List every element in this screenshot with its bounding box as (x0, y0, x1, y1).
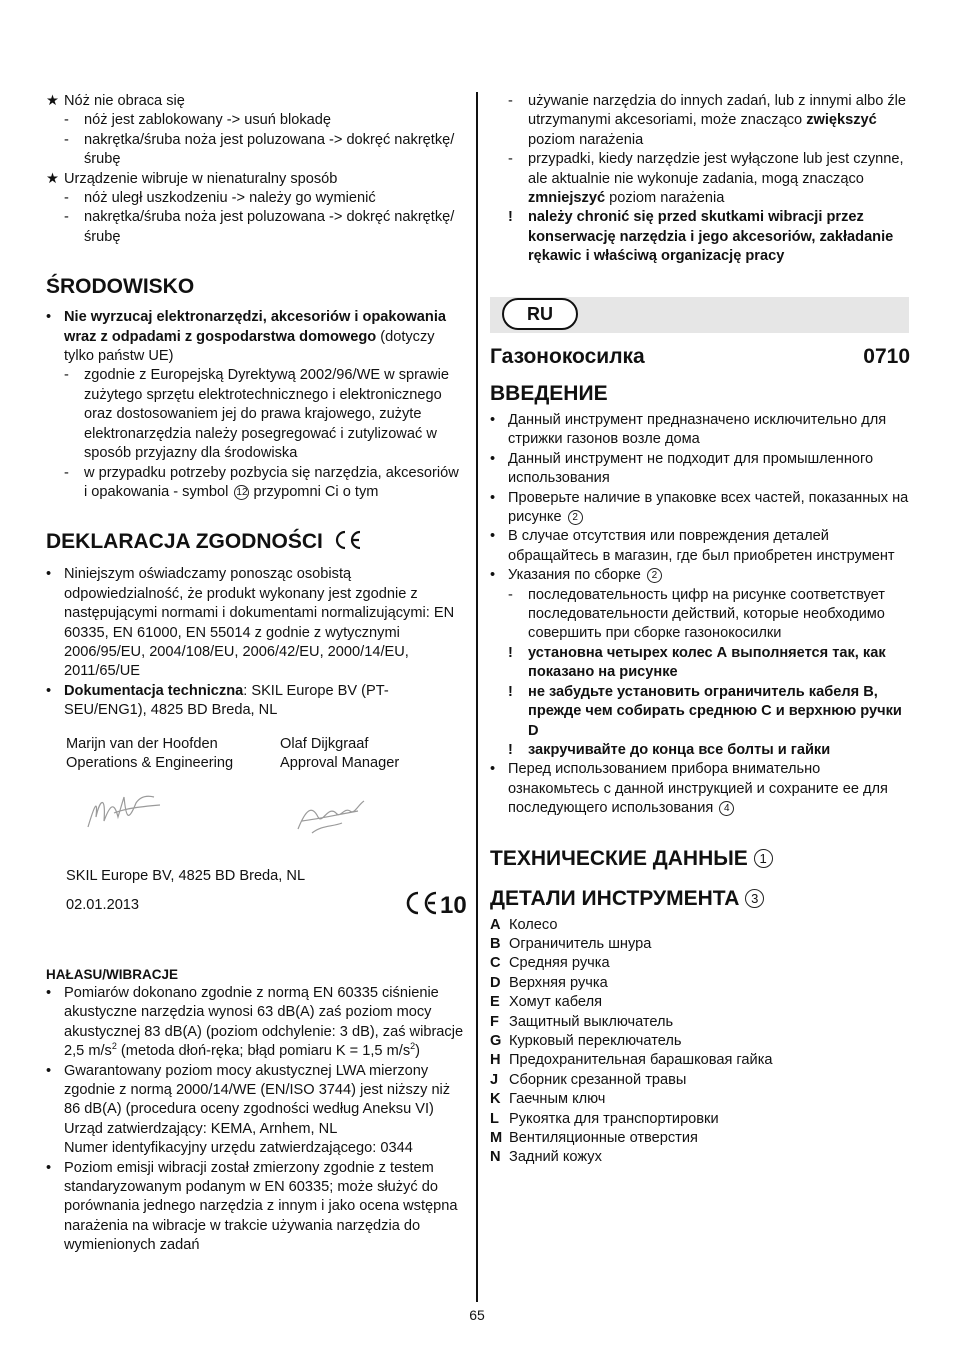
vibration-warning: ! należy chronić się przed skutkami wibracji przez konserwację narzędzia i jego akcesoriów, zakładanie rękawic i właściwą organizację pracy (508, 209, 894, 265)
intro-heading: ВВЕДЕНИЕ (490, 382, 608, 405)
part-item (490, 1051, 910, 1070)
right-column (490, 92, 910, 267)
part-item (490, 1110, 910, 1129)
declaration-bullet-2: • Dokumentacja techniczna: SKIL Europe BV (PT-SEU/ENG1), 4825 BD Breda, NL (46, 682, 389, 719)
part-letter: D (490, 974, 501, 991)
part-item (490, 1071, 910, 1090)
part-name: Средняя ручка (509, 955, 610, 972)
figure-1-icon: 1 (754, 849, 773, 868)
environment-dash-1: - zgodnie z Europejską Dyrektywą 2002/96/WE w sprawie zużytego sprzętu elektrotechnicznego i elektronicznego oraz dostosowaniem jej do prawa krajowego, zużyte elektronarzędzia należy posegregować i zutylizować w sposób przyjazny dla środowiska (64, 367, 450, 462)
solution-item: - nakrętka/śruba noża jest poluzowana -> dokręć nakrętkę/śrubę (64, 209, 455, 245)
part-item (490, 1090, 910, 1109)
page-number: 65 (469, 1307, 485, 1323)
assembly-warning-3: ! закручивайте до конца все болты и гайки (508, 741, 831, 758)
dash-marker: - (64, 209, 69, 226)
intro-bullet-1: • Данный инструмент предназначено исключительно для стрижки газонов возле дома (490, 412, 887, 448)
figure-2-icon: 2 (568, 510, 583, 525)
svg-text:10: 10 (440, 891, 467, 919)
column-divider (476, 92, 478, 1302)
part-item (490, 1013, 910, 1032)
problem-item: ★ Urządzenie wibruje w nienaturalny sposób (46, 170, 466, 189)
signer-2-role: Approval Manager (280, 754, 400, 771)
part-name: Верхняя ручка (509, 974, 608, 991)
signer-1-name: Marijn van der Hoofden (66, 735, 218, 752)
parts-heading: ДЕТАЛИ ИНСТРУМЕНТА 3 (490, 886, 910, 912)
solution-item: - nóż jest zablokowany -> usuń blokadę (46, 111, 466, 130)
part-letter: K (490, 1091, 501, 1108)
intro-bullet-4: • В случае отсутствия или повреждения деталей обращайтесь в магазин, где был приобретен инструмент (490, 528, 895, 564)
part-item (490, 935, 910, 954)
intro-bullet-2: • Данный инструмент не подходит для промышленного использования (490, 450, 874, 487)
noise-heading: HAŁASU/WIBRACJE (46, 966, 179, 982)
dash-marker: - (64, 112, 69, 129)
intro-bullet-6: • Перед использованием прибора внимательно ознакомьтесь с данной инструкцией и сохраните ее для последующего использования 4 (490, 761, 888, 817)
part-name: Ограничитель шнура (509, 935, 652, 952)
part-name: Вентиляционные отверстия (509, 1130, 698, 1146)
part-letter: L (490, 1110, 499, 1127)
noise-bullet-2: • Gwarantowany poziom mocy akustycznej LWA mierzony zgodnie z normą 2000/14/WE (EN/ISO 3744) jest niższy niż 86 dB(A) (procedura oceny zgodności według Aneksu VI) Urząd zatwierdzający: KEMA, Arnhem, NL Numer identyfikacyjny urzędu zatwierdzającego: 0344 (46, 1062, 451, 1157)
star-icon: ★ (46, 170, 60, 187)
declaration-bullet-1: • Niniejszym oświadczamy ponosząc osobistą odpowiedzialność, że produkt wykonany jest zgodnie z następującymi normami i dokumentami normalizującymi: EN 60335, EN 61000, EN 55014 z godnie z wytycznymi 2006/95/EU, 2004/108/EU, 2006/42/EU, 2000/14/EU, 2011/65/UE (46, 566, 455, 680)
signer-2-name: Olaf Dijkgraaf (280, 735, 369, 752)
assembly-warning-2: ! не забудьте установить ограничитель кабеля B, прежде чем собирать среднюю C и верхнюю ручки D (508, 683, 902, 739)
troubleshooting-list (46, 92, 466, 247)
figure-2-icon: 2 (647, 568, 662, 583)
part-item (490, 993, 910, 1012)
ce10-mark-icon (406, 889, 467, 923)
part-name: Рукоятка для транспортировки (509, 1110, 719, 1127)
declaration-date: 02.01.2013 (66, 896, 140, 913)
part-letter: N (490, 1149, 501, 1166)
signature-2-image (292, 795, 370, 841)
parts-list (490, 916, 910, 1168)
problem-item: ★ Nóż nie obraca się (46, 92, 466, 111)
part-item (490, 974, 910, 993)
part-item (490, 1129, 910, 1148)
part-name: Колесо (509, 916, 558, 933)
language-badge: RU (502, 298, 578, 330)
part-item (490, 1148, 910, 1167)
signature-1-image (84, 787, 164, 839)
model-number: 0710 (863, 345, 910, 368)
symbol-12-icon: 12 (236, 486, 248, 498)
vibration-dash-2: - przypadki, kiedy narzędzie jest wyłączone lub jest czynne, ale aktualnie nie wykonuje zadania, mogą znacząco zmniejszyć poziom narażenia (508, 151, 904, 207)
environment-heading: ŚRODOWISKO (46, 275, 195, 299)
dash-marker: - (64, 190, 69, 207)
part-letter: M (490, 1130, 503, 1146)
part-name: Защитный выключатель (509, 1013, 674, 1030)
solution-item: - nóż uległ uszkodzeniu -> należy go wymienić (46, 189, 466, 208)
part-name: Хомут кабеля (509, 994, 602, 1011)
part-name: Предохранительная барашковая гайка (509, 1052, 773, 1069)
part-letter: C (490, 955, 501, 972)
part-letter: B (490, 935, 501, 952)
noise-bullet-3: • Poziom emisji wibracji został zmierzony zgodnie z testem standaryzowanym podanym w EN 60335; może służyć do porównania jednego narzędzia z innym i jako ocena wstępna narażenia na wibracje w trakcie używania narzędzia do wymienionych zadań (46, 1159, 458, 1254)
tech-data-heading: ТЕХНИЧЕСКИЕ ДАННЫЕ 1 (490, 846, 910, 872)
part-item (490, 954, 910, 973)
left-column (46, 92, 466, 1256)
part-letter: J (490, 1071, 499, 1088)
vibration-dash-1: - używanie narzędzia do innych zadań, lub z innymi albo źle utrzymanymi akcesoriami, może znacząco zwiększyć poziom narażenia (508, 93, 907, 148)
signature-block (46, 735, 466, 975)
figure-4-icon: 4 (719, 801, 734, 816)
part-item (490, 1032, 910, 1051)
part-letter: F (490, 1013, 499, 1030)
part-letter: A (490, 916, 501, 933)
assembly-warning-1: ! установна четырех колес А выполняется так, как показано на рисунке (508, 644, 886, 681)
company-address: SKIL Europe BV, 4825 BD Breda, NL (66, 867, 306, 884)
part-letter: E (490, 994, 500, 1011)
figure-3-icon: 3 (745, 889, 764, 908)
ce-mark-icon (333, 530, 363, 557)
part-name: Гаечным ключ (509, 1091, 606, 1108)
part-name: Сборник срезанной травы (509, 1071, 687, 1088)
part-name: Задний кожух (509, 1149, 602, 1166)
part-letter: G (490, 1032, 502, 1049)
product-heading: Газонокосилка 0710 (490, 345, 910, 368)
star-icon: ★ (46, 93, 60, 109)
dash-marker: - (64, 131, 69, 148)
environment-dash-2: - w przypadku potrzeby pozbycia się narzędzia, akcesoriów i opakowania - symbol 12 przypomni Ci o tym (64, 464, 459, 500)
part-item (490, 916, 910, 935)
solution-item: - nakrętka/śruba noża jest poluzowana -> dokręć nakrętkę/śrubę (64, 131, 455, 168)
declaration-heading: DEKLARACJA ZGODNOŚCI (46, 529, 466, 557)
noise-bullet-1: • Pomiarów dokonano zgodnie z normą EN 60335 ciśnienie akustyczne narzędzia wynosi 63 dB(A) zaś poziom mocy akustycznej 83 dB(A) (poziom odchylenie: 3 dB), zaś wibracje 2,5 $m/s^2$ (metoda dłoń-ręka; błąd pomiaru K = 1,5 $m/s^2$) (46, 984, 464, 1060)
signer-1-role: Operations & Engineering (66, 754, 234, 771)
ru-section (490, 344, 910, 1168)
part-name: Курковый переключатель (509, 1032, 682, 1049)
environment-bullet: • Nie wyrzucaj elektronarzędzi, akcesoriów i opakowania wraz z odpadami z gospodarstwa domowego (dotyczy tylko państw UE) (46, 309, 447, 365)
part-letter: H (490, 1052, 501, 1069)
intro-bullet-5: • Указания по сборке 2 (490, 566, 910, 585)
intro-bullet-3: • Проверьте наличие в упаковке всех частей, показанных на рисунке 2 (490, 489, 909, 526)
assembly-dash: - последовательность цифр на рисунке соответствует последовательности действий, которые необходимо совершить при сборке газонокосилки (508, 586, 885, 642)
